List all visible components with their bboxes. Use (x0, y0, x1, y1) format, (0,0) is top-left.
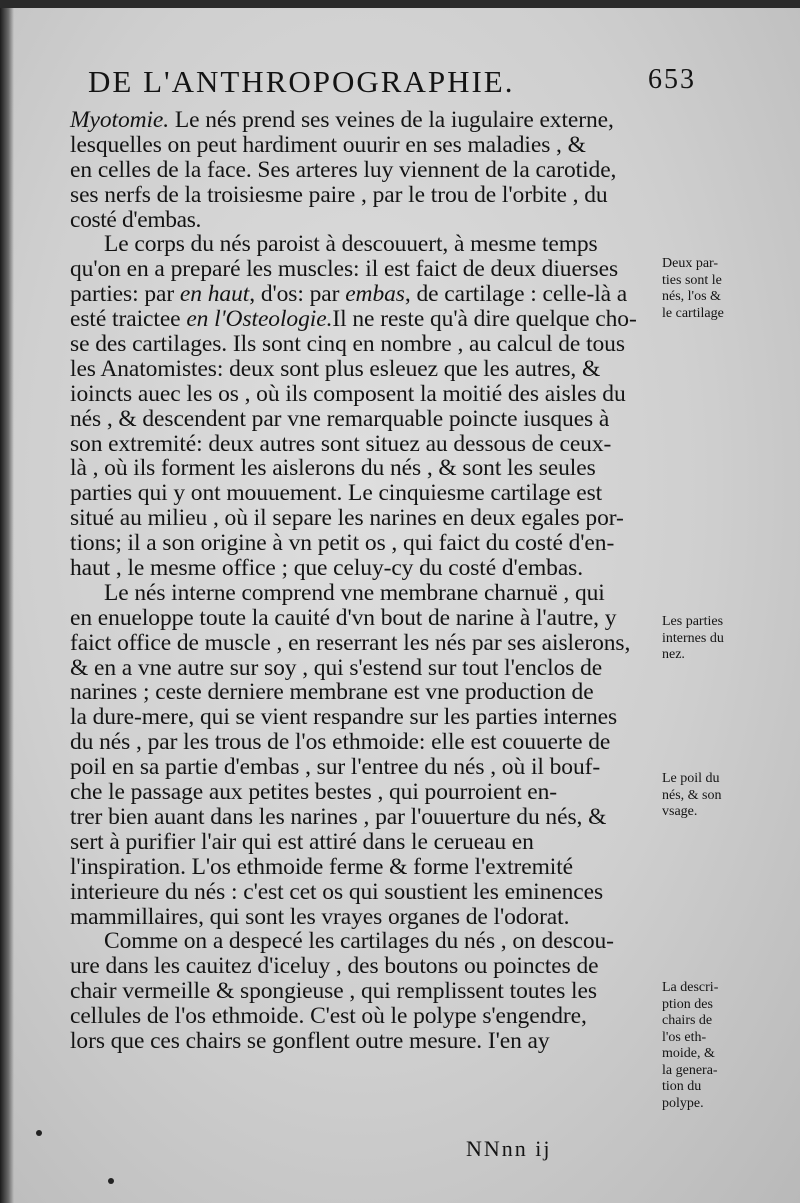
margin-note-line: ties sont le (662, 272, 722, 288)
text-run: parties qui y ont mouuement. Le cinquiesme cartilage est (70, 480, 603, 507)
margin-note-line: internes du (662, 630, 724, 646)
text-line (70, 183, 670, 208)
text-line (70, 307, 670, 332)
margin-note-line: La descri- (662, 980, 719, 995)
margin-note-line: moide, & (662, 1046, 715, 1061)
text-line (70, 1029, 670, 1054)
page-gutter-shadow (0, 8, 14, 1203)
italic-text: en haut (179, 281, 250, 308)
text-line (70, 506, 670, 531)
text-run: chair vermeille & spongieuse , qui remplissent toutes les (70, 978, 597, 1005)
ink-speck (36, 1130, 42, 1136)
text-line (70, 855, 670, 880)
text-run: esté traictee (70, 306, 187, 333)
text-line (70, 755, 670, 780)
text-line (70, 705, 670, 730)
text-run: en enueloppe toute la cauité d'vn bout de narine à l'autre, y (70, 604, 617, 631)
text-line (70, 905, 670, 930)
text-line (70, 805, 670, 830)
margin-note-line: tion du (662, 1079, 702, 1094)
text-line (70, 780, 670, 805)
margin-note-line: l'os eth- (662, 1029, 707, 1045)
text-line (70, 631, 670, 656)
text-line (70, 1004, 670, 1029)
text-run: qu'on en a preparé les muscles: il est faict de deux diuerses (70, 256, 619, 283)
text-line (70, 133, 670, 158)
text-line (70, 481, 670, 506)
running-head (88, 64, 696, 100)
text-run: la dure-mere, qui se vient respandre sur les parties internes (70, 704, 618, 731)
text-run: che le passage aux petites bestes , qui pourroient en- (70, 779, 558, 806)
text-line (70, 531, 670, 556)
text-run: se des cartilages. Ils sont cinq en nombre , au calcul de tous (70, 331, 625, 358)
text-line (70, 257, 670, 282)
text-line (70, 208, 670, 233)
text-run: cellules de l'os ethmoide. C'est où le polype s'engendre, (70, 1003, 587, 1030)
margin-note-line: Deux par- (662, 256, 719, 271)
text-run: ses nerfs de la troisiesme paire , par le trou de l'orbite , du (70, 181, 608, 208)
text-run: & en a vne autre sur soy , qui s'estend sur tout l'enclos de (70, 654, 603, 681)
text-run: Le nés interne comprend vne membrane charnuë , qui (104, 579, 605, 606)
text-line (70, 929, 670, 954)
text-line (70, 407, 670, 432)
page-number: 653 (648, 64, 696, 95)
margin-note-1 (662, 256, 772, 322)
text-run: sert à purifier l'air qui est attiré dans le cerueau en (70, 828, 534, 855)
book-page (0, 8, 800, 1203)
margin-note-line: chairs de (662, 1013, 713, 1028)
text-run: lesquelles on peut hardiment ouurir en ses maladies , & (70, 131, 586, 158)
text-run: du nés , par les trous de l'os ethmoide: elle est couuerte de (70, 729, 611, 756)
text-line (70, 456, 670, 481)
margin-note-line: le cartilage (662, 305, 724, 321)
text-run: costé d'embas. (70, 206, 202, 233)
text-run: ure dans les cauitez d'iceluy , des boutons ou poinctes de (70, 953, 599, 980)
text-run: Comme on a despecé les cartilages du nés , on descou- (104, 928, 614, 955)
body-text (70, 108, 670, 1054)
text-line (70, 108, 670, 133)
text-line (70, 158, 670, 183)
text-run: nés , & descendent par vne remarquable poincte iusques à (70, 405, 610, 432)
text-line (70, 332, 670, 357)
text-run: Il ne reste qu'à dire quelque cho- (332, 306, 637, 333)
italic-text: Myotomie. (70, 107, 170, 133)
text-line (70, 357, 670, 382)
text-line (70, 880, 670, 905)
text-line (70, 730, 670, 755)
text-run: les Anatomistes: deux sont plus esleuez que les autres, & (70, 355, 601, 382)
margin-note-2 (662, 614, 772, 664)
text-run: mammillaires, qui sont les vrayes organes de l'odorat. (70, 903, 570, 930)
ink-speck (108, 1178, 114, 1184)
text-line (70, 680, 670, 705)
text-line (70, 282, 670, 307)
margin-note-line: la genera- (662, 1062, 718, 1078)
text-run: lors que ces chairs se gonflent outre mesure. I'en ay (70, 1027, 550, 1054)
text-run: interieure du nés : c'est cet os qui soustient les eminences (70, 878, 604, 905)
text-line (70, 382, 670, 407)
margin-note-line: polype. (662, 1095, 704, 1111)
text-line (70, 556, 670, 581)
text-run: parties: par (70, 281, 180, 308)
italic-text: en l'Osteologie. (186, 306, 333, 333)
margin-note-4 (662, 980, 772, 1112)
text-run: Le corps du nés paroist à descouuert, à mesme temps (104, 231, 598, 258)
margin-note-line: nés, & son (662, 787, 722, 803)
margin-note-line: Le poil du (662, 771, 720, 786)
text-run: là , où ils forment les aislerons du nés , & sont les seules (70, 455, 596, 482)
text-run: Le nés prend ses veines de la iugulaire externe, (169, 107, 614, 133)
text-run: trer bien auant dans les narines , par l'ouuerture du nés, & (70, 803, 607, 830)
text-run: son extremité: deux autres sont situez au dessous de ceux- (70, 430, 612, 457)
text-run: tions; il a son origine à vn petit os , qui faict du costé d'en- (70, 530, 615, 557)
text-line (70, 581, 670, 606)
text-run: faict office de muscle , en reserrant les nés par ses aislerons, (70, 629, 631, 656)
italic-text: embas (345, 281, 405, 308)
margin-note-line: nés, l'os & (662, 289, 721, 304)
text-line (70, 606, 670, 631)
signature-mark: NNnn ij (466, 1136, 552, 1161)
margin-note-line: vsage. (662, 804, 698, 819)
text-line (70, 979, 670, 1004)
text-run: , d'os: par (249, 281, 346, 308)
text-run: haut , le mesme office ; que celuy-cy du costé d'embas. (70, 555, 584, 582)
text-run: situé au milieu , où il separe les narines en deux egales por- (70, 505, 624, 532)
text-line (70, 432, 670, 457)
margin-note-line: Les parties (662, 614, 724, 629)
text-line (70, 232, 670, 257)
margin-note-3 (662, 771, 772, 821)
text-run: ioincts auec les os , où ils composent la moitié des aisles du (70, 380, 626, 407)
running-head-title: DE L'ANTHROPOGRAPHIE. (88, 64, 515, 99)
text-line (70, 830, 670, 855)
text-run: en celles de la face. Ses arteres luy viennent de la carotide, (70, 156, 617, 183)
text-run: l'inspiration. L'os ethmoide ferme & forme l'extremité (70, 853, 574, 880)
margin-note-line: nez. (662, 647, 685, 662)
text-run: narines ; ceste derniere membrane est vne production de (70, 679, 594, 706)
text-line (70, 954, 670, 979)
margin-note-line: ption des (662, 996, 713, 1012)
text-line (70, 656, 670, 681)
text-run: , de cartilage : celle-là a (404, 281, 628, 308)
text-run: poil en sa partie d'embas , sur l'entree du nés , où il bouf- (70, 754, 601, 781)
